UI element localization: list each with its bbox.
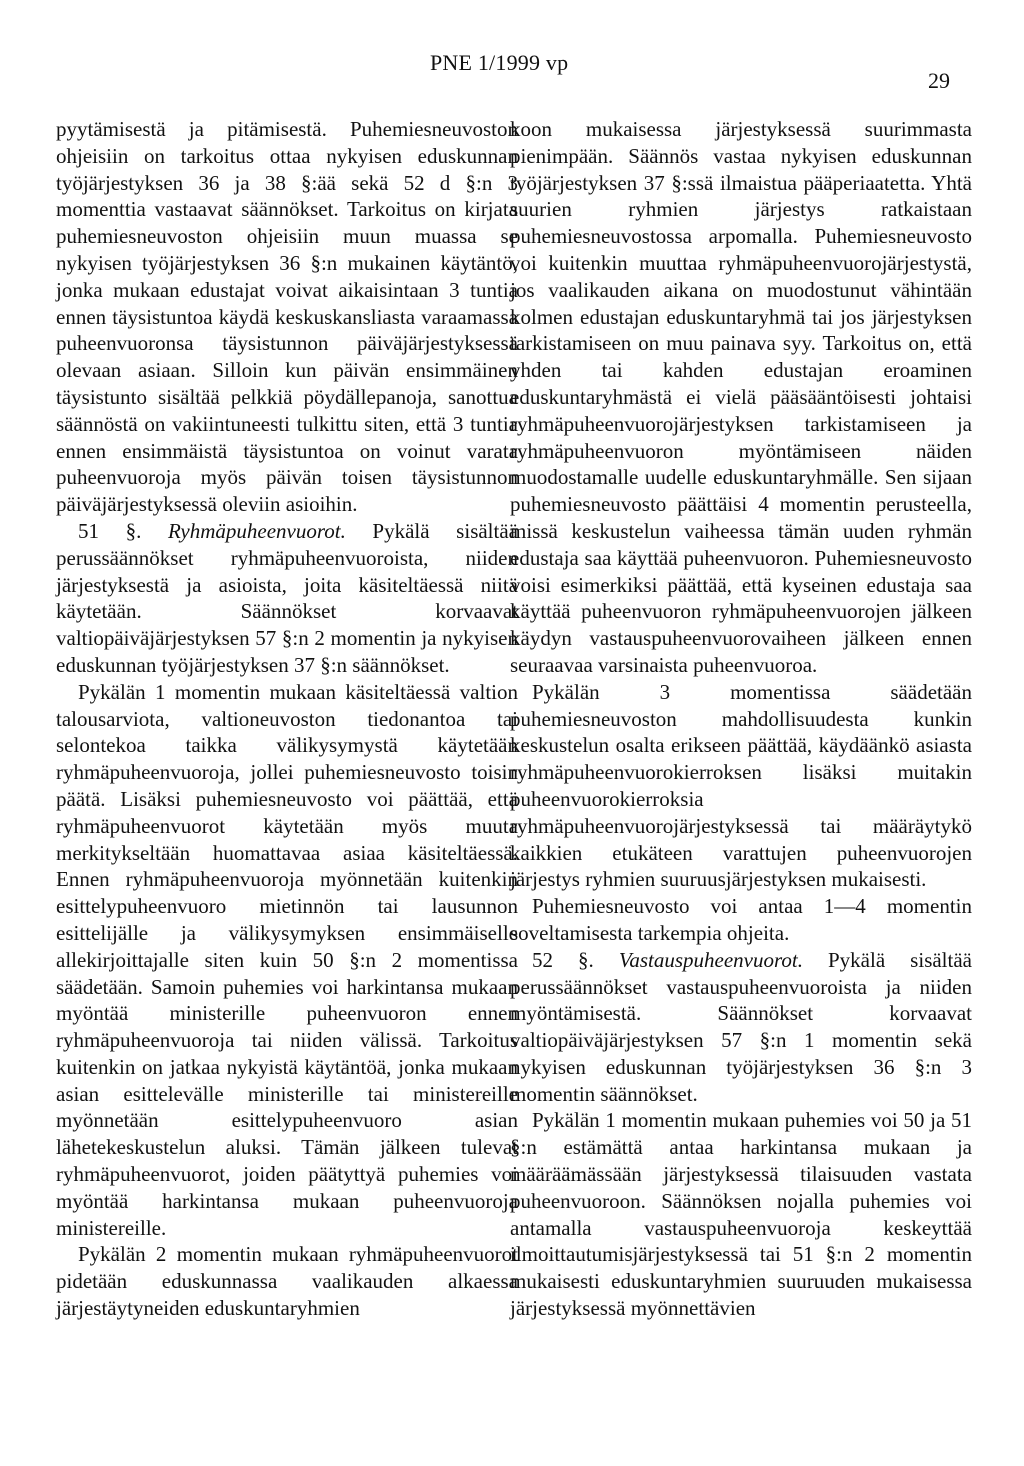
paragraph: Pykälän 2 momentin mukaan ryhmäpuheenvuorot pidetään eduskunnassa vaalikauden alkaessa järjestäytyneiden eduskuntaryhmien	[56, 1242, 518, 1321]
page-header	[0, 50, 1024, 93]
document-id: PNE 1/1999 vp	[430, 50, 569, 75]
paragraph: koon mukaisessa järjestyksessä suurimmasta pienimpään. Säännös vastaa nykyisen eduskunnan työjärjestyksen 37 §:ssä ilmaistua pääperiaatetta. Yhtä suurien ryhmien järjestys ratkaistaan puhemiesneuvostossa arpomalla. Puhemiesneuvosto voi kuitenkin muuttaa ryhmäpuheenvuorojärjestystä, jos vaalikauden aikana on muodostunut vähintään kolmen edustajan eduskuntaryhmä tai jos järjestyksen tarkistamiseen on muu painava syy. Tarkoitus on, että yhden tai kahden edustajan eroaminen eduskuntaryhmästä ei vielä pääsääntöisesti johtaisi ryhmäpuheenvuorojärjestyksen tarkistamiseen ja ryhmäpuheenvuoron myöntämiseen näiden muodostamalle uudelle eduskuntaryhmälle. Sen sijaan puhemiesneuvosto päättäisi 4 momentin perusteella, missä keskustelun vaiheessa tämän uuden ryhmän edustaja saa käyttää puheenvuoron. Puhemiesneuvosto voisi esimerkiksi päättää, että kyseinen edustaja saa käyttää puheenvuoron ryhmäpuheenvuorojen jälkeen käydyn vastauspuheenvuorovaiheen jälkeen ennen seuraavaa varsinaista puheenvuoroa.	[510, 117, 972, 677]
section-number: 52 §.	[532, 947, 619, 972]
paragraph: Puhemiesneuvosto voi antaa 1—4 momentin soveltamisesta tarkempia ohjeita.	[510, 894, 972, 945]
section-51-paragraph	[56, 518, 518, 679]
section-title: Vastauspuheenvuorot.	[618, 947, 803, 972]
section-52-paragraph	[510, 947, 972, 1108]
paragraph: Pykälän 3 momentissa säädetään puhemiesneuvoston mahdollisuudesta kunkin keskustelun osalta erikseen päättää, käydäänkö asiasta ryhmäpuheenvuorokierroksen lisäksi muitakin puheenvuorokierroksia ryhmäpuheenvuorojärjestyksessä tai määräytykö kaikkien etukäteen varattujen puheenvuorojen järjestys ryhmien suuruusjärjestyksen mukaisesti.	[510, 679, 972, 892]
paragraph: pyytämisestä ja pitämisestä. Puhemiesneuvoston ohjeisiin on tarkoitus ottaa nykyisen eduskunnan työjärjestyksen 36 ja 38 §:ää sekä 52 d §:n 3 momenttia vastaavat säännökset. Tarkoitus on kirjata puhemiesneuvoston ohjeisiin muun muassa se nykyisen työjärjestyksen 36 §:n mukainen käytäntö, jonka mukaan edustajat voivat aikaisintaan 3 tuntia ennen täysistuntoa käydä keskuskansliasta varaamassa puheenvuoronsa täysistunnon päiväjärjestyksessä olevaan asiaan. Silloin kun päivän ensimmäinen täysistunto sisältää pelkkiä pöydällepanoja, sanottua säännöstä on vakiintuneesti tulkittu siten, että 3 tuntia ennen ensimmäistä täysistuntoa on voinut varata puheenvuoroja myös päivän toisen täysistunnon päiväjärjestyksessä oleviin asioihin.	[56, 117, 518, 517]
right-column	[510, 116, 972, 1322]
section-body: Pykälä sisältää perussäännökset vastauspuheenvuoroista ja niiden myöntämisestä. Säännökset korvaavat valtiopäiväjärjestyksen 57 §:n 1 momentin sekä nykyisen eduskunnan työjärjestyksen 36 §:n 3 momentin säännökset.	[510, 947, 972, 1106]
page-number: 29	[928, 68, 950, 93]
paragraph: Pykälän 1 momentin mukaan käsiteltäessä valtion talousarviota, valtioneuvoston tiedonantoa tai selontekoa taikka välikysymystä käytetään ryhmäpuheenvuoroja, jollei puhemiesneuvosto toisin päätä. Lisäksi puhemiesneuvosto voi päättää, että ryhmäpuheenvuorot käytetään myös muuta merkitykseltään huomattavaa asiaa käsiteltäessä. Ennen ryhmäpuheenvuoroja myönnetään kuitenkin esittelypuheenvuoro mietinnön tai lausunnon esittelijälle ja välikysymyksen ensimmäiselle allekirjoittajalle siten kuin 50 §:n 2 momentissa säädetään. Samoin puhemies voi harkintansa mukaan myöntää ministerille puheenvuoron ennen ryhmäpuheenvuoroja tai niiden välissä. Tarkoitus kuitenkin on jatkaa nykyistä käytäntöä, jonka mukaan asian esittelevälle ministerille tai ministereille myönnetään esittelypuheenvuoro asian lähetekeskustelun aluksi. Tämän jälkeen tulevat ryhmäpuheenvuorot, joiden päätyttyä puhemies voi myöntää harkintansa mukaan puheenvuoroja ministereille.	[56, 679, 518, 1240]
section-number: 51 §.	[78, 518, 168, 543]
section-title: Ryhmäpuheenvuorot.	[167, 518, 346, 543]
left-column	[56, 116, 518, 1322]
section-body: Pykälä sisältää perussäännökset ryhmäpuheenvuoroista, niiden järjestyksestä ja asioista, joita käsiteltäessä niitä käytetään. Säännökset korvaavat valtiopäiväjärjestyksen 57 §:n 2 momentin ja nykyisen eduskunnan työjärjestyksen 37 §:n säännökset.	[56, 518, 518, 677]
paragraph: Pykälän 1 momentin mukaan puhemies voi 50 ja 51 §:n estämättä antaa harkintansa mukaan ja määräämässään järjestyksessä tilaisuuden vastata puheenvuoroon. Säännöksen nojalla puhemies voi antamalla vastauspuheenvuoroja keskeyttää ilmoittautumisjärjestyksessä tai 51 §:n 2 momentin mukaisesti eduskuntaryhmien suuruuden mukaisessa järjestyksessä myönnettävien	[510, 1108, 972, 1321]
